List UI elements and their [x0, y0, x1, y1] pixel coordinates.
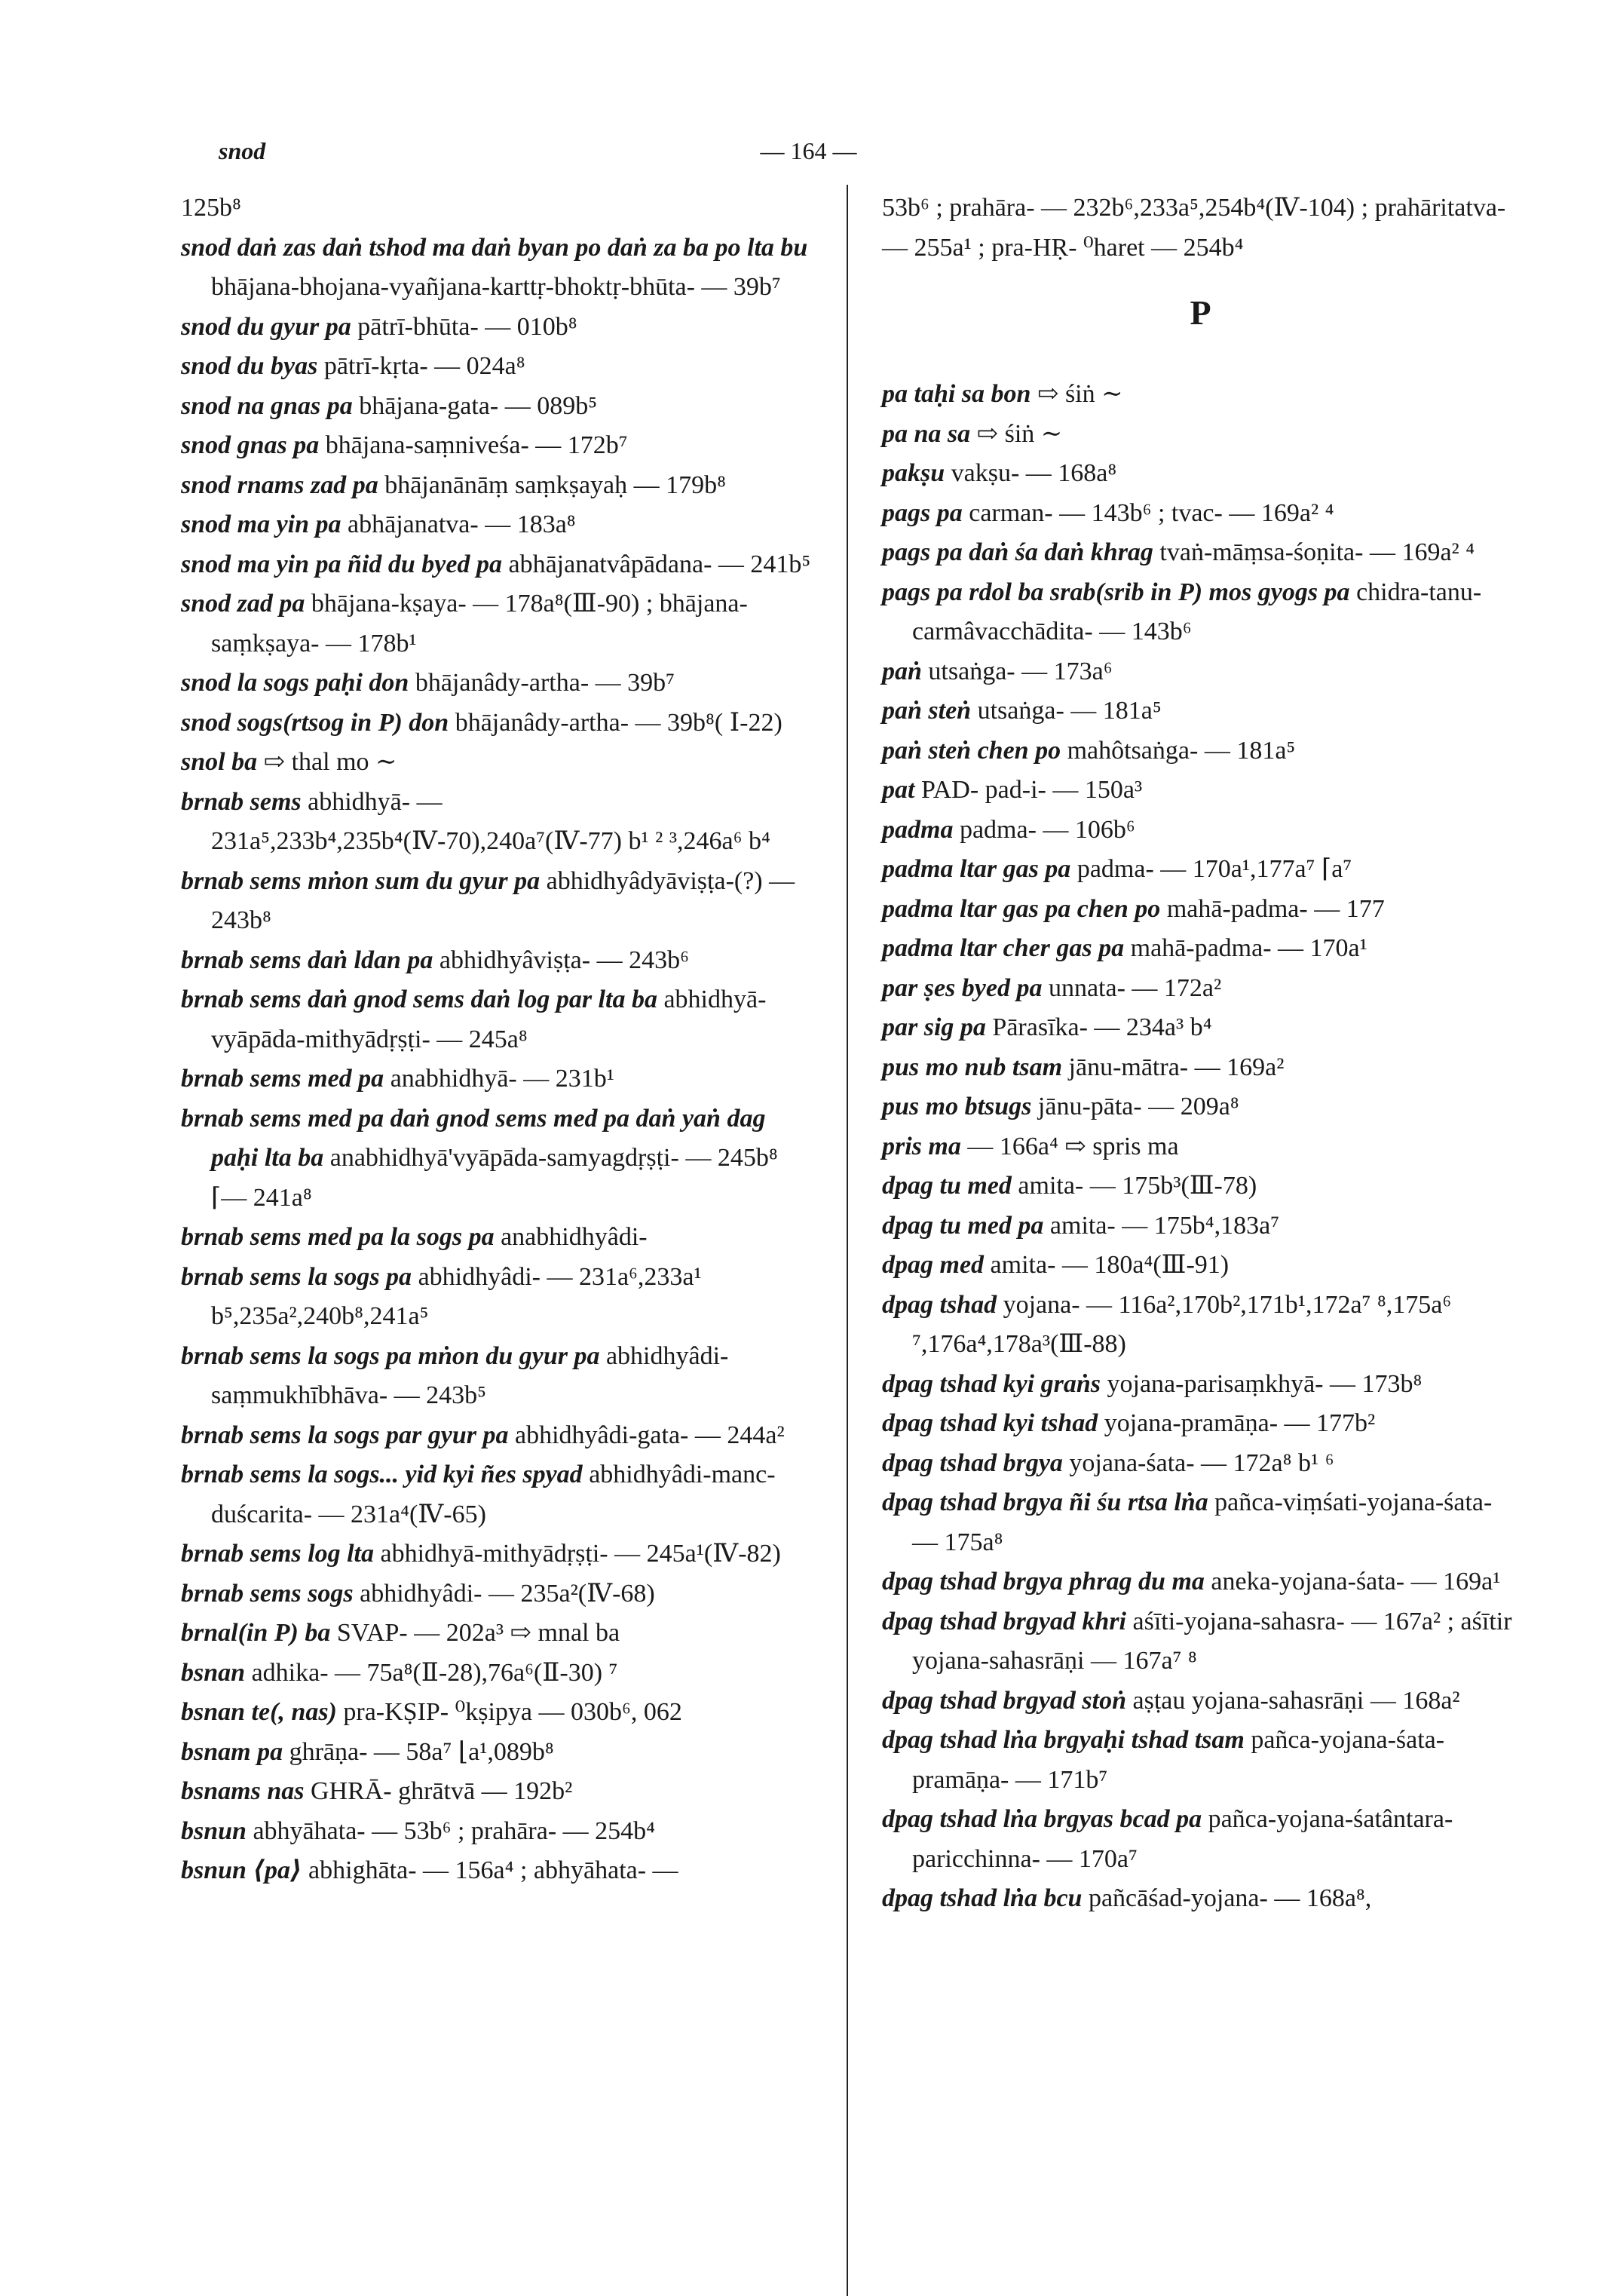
- sanskrit-equivalent: utsaṅga- — 181a⁵: [977, 697, 1162, 725]
- dictionary-entry: [181, 862, 814, 941]
- dictionary-entry: [882, 652, 1519, 692]
- dictionary-entry: [882, 1602, 1519, 1681]
- dictionary-entry: [882, 1800, 1519, 1879]
- sanskrit-equivalent: abhājanatva- — 183a⁸: [348, 510, 576, 538]
- sanskrit-equivalent: ⇨ śiṅ ∼: [1037, 380, 1123, 408]
- sanskrit-equivalent: pra-KṢIP- ⁰kṣipya — 030b⁶, 062: [343, 1698, 682, 1726]
- sanskrit-equivalent: anabhidhyā- — 231b¹: [390, 1065, 614, 1093]
- dictionary-entry: [882, 1365, 1519, 1405]
- sanskrit-equivalent: pañca-yojana-śata-pramāṇa- — 171b⁷: [912, 1726, 1445, 1794]
- sanskrit-equivalent: bhājana-gata- — 089b⁵: [359, 391, 598, 420]
- dictionary-entry: [882, 494, 1519, 534]
- dictionary-entry: [882, 1562, 1519, 1602]
- sanskrit-equivalent: amita- — 175b³(Ⅲ-78): [1018, 1172, 1257, 1200]
- dictionary-entry: [181, 1772, 814, 1812]
- sanskrit-equivalent: — 166a⁴ ⇨ spris ma: [967, 1132, 1179, 1160]
- dictionary-entry: [181, 1218, 814, 1258]
- tibetan-headword: par ṣes byed pa: [882, 973, 1043, 1002]
- dictionary-entry: [882, 533, 1519, 573]
- tibetan-headword: padma: [882, 815, 954, 844]
- sanskrit-equivalent: abhidhyâdi-gata- — 244a²: [515, 1421, 785, 1449]
- dictionary-entry: [882, 771, 1519, 811]
- tibetan-headword: par sig pa: [882, 1013, 986, 1041]
- sanskrit-equivalent: ghrāṇa- — 58a⁷ ⌊a¹,089b⁸: [289, 1737, 554, 1766]
- tibetan-headword: dpag tshad brgya ñi śu rtsa lṅa: [882, 1488, 1208, 1516]
- dictionary-entry: [882, 1404, 1519, 1444]
- tibetan-headword: brnab sems daṅ gnod sems daṅ log par lta ba: [181, 986, 657, 1013]
- sanskrit-equivalent: carman- — 143b⁶ ; tvac- — 169a² ⁴: [969, 498, 1334, 527]
- tibetan-headword: brnab sems log lta: [181, 1540, 374, 1568]
- tibetan-headword: brnab sems mṅon sum du gyur pa: [181, 866, 541, 895]
- tibetan-headword: brnab sems la sogs pa mṅon du gyur pa: [181, 1341, 600, 1370]
- dictionary-entry: [181, 1455, 814, 1534]
- sanskrit-equivalent: aṣṭau yojana-sahasrāṇi — 168a²: [1132, 1686, 1460, 1715]
- dictionary-entry: [181, 1812, 814, 1852]
- dictionary-entry: [882, 1008, 1519, 1048]
- tibetan-headword: brnab sems daṅ ldan pa: [181, 946, 433, 974]
- dictionary-entry: [181, 426, 814, 466]
- sanskrit-equivalent: ⇨ śiṅ ∼: [976, 419, 1063, 448]
- tibetan-headword: pakṣu: [882, 459, 945, 487]
- sanskrit-equivalent: pañcāśad-yojana- — 168a⁸,: [1088, 1884, 1372, 1912]
- dictionary-entry: [181, 189, 814, 228]
- dictionary-entry: [181, 1693, 814, 1733]
- dictionary-entry: [181, 1574, 814, 1614]
- sanskrit-equivalent: bhājanâdy-artha- — 39b⁸( Ⅰ-22): [455, 708, 782, 737]
- dictionary-entry: [882, 1483, 1519, 1562]
- tibetan-headword: pags pa daṅ śa daṅ khrag: [882, 538, 1153, 566]
- sanskrit-equivalent: bhājana-kṣaya- — 178a⁸(Ⅲ-90) ; bhājana-saṃkṣaya- — 178b¹: [211, 590, 748, 658]
- sanskrit-equivalent: pātrī-bhūta- — 010b⁸: [357, 312, 577, 341]
- sanskrit-equivalent: pañca-viṃśati-yojana-śata- — 175a⁸: [912, 1488, 1493, 1556]
- running-head: [0, 137, 1617, 175]
- sanskrit-equivalent: abhidhyā-mithyādṛṣṭi- — 245a¹(Ⅳ-82): [380, 1540, 781, 1568]
- dictionary-entry: [181, 1337, 814, 1416]
- tibetan-headword: brnab sems med pa: [181, 1065, 384, 1093]
- tibetan-headword: brnab sems la sogs pa: [181, 1262, 412, 1291]
- tibetan-headword: pa taḥi sa bon: [882, 380, 1031, 408]
- tibetan-headword: bsnams nas: [181, 1777, 305, 1805]
- dictionary-entry: [181, 941, 814, 981]
- dictionary-entry: [882, 1721, 1519, 1800]
- sanskrit-equivalent: ⇨ thal mo ∼: [263, 748, 397, 776]
- dictionary-entry: [181, 980, 814, 1059]
- sanskrit-equivalent: 53b⁶ ; prahāra- — 232b⁶,233a⁵,254b⁴(Ⅳ-104) ; prahāritatva- — 255a¹ ; pra-HṚ- ⁰haret — 254b⁴: [882, 194, 1506, 262]
- page-number: — 164 —: [760, 137, 857, 164]
- tibetan-headword: bsnan te(, nas): [181, 1698, 337, 1726]
- tibetan-headword: dpag tshad lṅa brgyaḥi tshad tsam: [882, 1726, 1245, 1754]
- sanskrit-equivalent: mahā-padma- — 177: [1166, 894, 1385, 923]
- sanskrit-equivalent: Pārasīka- — 234a³ b⁴: [992, 1013, 1212, 1041]
- sanskrit-equivalent: jānu-mātra- — 169a²: [1068, 1053, 1285, 1081]
- tibetan-headword: snod rnams zad pa: [181, 471, 378, 499]
- tibetan-headword: snod na gnas pa: [181, 391, 353, 420]
- tibetan-headword: bsnun: [181, 1816, 247, 1845]
- sanskrit-equivalent: abhidhyâdi- — 235a²(Ⅳ-68): [360, 1579, 655, 1608]
- tibetan-headword: snod du gyur pa: [181, 312, 351, 341]
- tibetan-headword: snod zad pa: [181, 590, 305, 618]
- tibetan-headword: snod ma yin pa ñid du byed pa: [181, 550, 502, 578]
- sanskrit-equivalent: abhidhyâdi-saṃmukhībhāva- — 243b⁵: [211, 1341, 729, 1409]
- sanskrit-equivalent: pañca-yojana-śatântara-paricchinna- — 170a⁷: [912, 1805, 1453, 1873]
- dictionary-entry: [882, 890, 1519, 930]
- sanskrit-equivalent: amita- — 175b⁴,183a⁷: [1049, 1211, 1280, 1240]
- dictionary-entry: [882, 691, 1519, 731]
- dictionary-entry: [181, 1654, 814, 1694]
- sanskrit-equivalent: yojana-śata- — 172a⁸ b¹ ⁶: [1069, 1448, 1334, 1477]
- sanskrit-equivalent: abhidhyâdi-manc-duścarita- — 231a⁴(Ⅳ-65): [211, 1461, 776, 1528]
- sanskrit-equivalent: aśīti-yojana-sahasra- — 167a² ; aśītir yojana-sahasrāṇi — 167a⁷ ⁸: [912, 1607, 1512, 1675]
- section-letter: P: [1190, 293, 1211, 332]
- tibetan-headword: pags pa: [882, 498, 963, 527]
- tibetan-headword: bsnan: [181, 1658, 246, 1687]
- tibetan-headword: dpag tshad lṅa bcu: [882, 1884, 1083, 1912]
- sanskrit-equivalent: yojana-parisaṃkhyā- — 173b⁸: [1107, 1369, 1423, 1398]
- tibetan-headword: pa na sa: [882, 419, 971, 448]
- dictionary-entry: [882, 811, 1519, 851]
- tibetan-headword: pus mo nub tsam: [882, 1053, 1063, 1081]
- sanskrit-equivalent: abhidhyā- — 231a⁵,233b⁴,235b⁴(Ⅳ-70),240a⁷(Ⅳ-77) b¹ ² ³,246a⁶ b⁴: [211, 787, 770, 855]
- dictionary-entry: [181, 1614, 814, 1654]
- sanskrit-equivalent: vakṣu- — 168a⁸: [951, 459, 1117, 487]
- dictionary-entry: [882, 1206, 1519, 1246]
- tibetan-headword: dpag tshad lṅa brgyas bcad pa: [882, 1805, 1202, 1833]
- sanskrit-equivalent: aneka-yojana-śata- — 169a¹: [1211, 1568, 1501, 1596]
- dictionary-entry: [181, 584, 814, 664]
- dictionary-entry: [181, 1416, 814, 1456]
- tibetan-headword: snod ma yin pa: [181, 510, 341, 538]
- dictionary-entry: [882, 573, 1519, 652]
- sanskrit-equivalent: abhighāta- — 156a⁴ ; abhyāhata- —: [308, 1856, 678, 1884]
- dictionary-entry: [181, 1733, 814, 1773]
- right-column: [882, 189, 1519, 1919]
- tibetan-headword: snod la sogs paḥi don: [181, 669, 409, 697]
- dictionary-entry: [882, 1087, 1519, 1127]
- tibetan-headword: dpag tu med: [882, 1172, 1012, 1200]
- sanskrit-equivalent: yojana-pramāṇa- — 177b²: [1104, 1409, 1376, 1437]
- dictionary-entry: [882, 850, 1519, 890]
- sanskrit-equivalent: abhidhyâdyāviṣṭa-(?) — 243b⁸: [211, 866, 795, 934]
- sanskrit-equivalent: abhidhyā-vyāpāda-mithyādṛṣṭi- — 245a⁸: [211, 986, 767, 1053]
- dictionary-entry: [882, 929, 1519, 969]
- column-divider: [847, 185, 848, 2296]
- tibetan-headword: snol ba: [181, 748, 258, 776]
- dictionary-entry: [181, 1059, 814, 1099]
- sanskrit-equivalent: 125b⁸: [181, 194, 241, 222]
- tibetan-headword: bsnun ⟨pa⟩: [181, 1856, 302, 1884]
- tibetan-headword: snod sogs(rtsog in P) don: [181, 708, 449, 737]
- dictionary-entry: [882, 731, 1519, 771]
- sanskrit-equivalent: adhika- — 75a⁸(Ⅱ-28),76a⁶(Ⅱ-30) ⁷: [251, 1658, 618, 1687]
- dictionary-entry: [181, 308, 814, 348]
- sanskrit-equivalent: unnata- — 172a²: [1048, 973, 1222, 1002]
- sanskrit-equivalent: anabhidhyā'vyāpāda-samyagdṛṣṭi- — 245b⁸ ⌈— 241a⁸: [211, 1144, 778, 1212]
- tibetan-headword: dpag tshad brgya phrag du ma: [882, 1568, 1205, 1596]
- tibetan-headword: brnab sems la sogs... yid kyi ñes spyad: [181, 1461, 583, 1488]
- dictionary-entry: [882, 1127, 1519, 1167]
- dictionary-entry: [882, 189, 1519, 268]
- tibetan-headword: snod du byas: [181, 352, 318, 380]
- sanskrit-equivalent: pātrī-kṛta- — 024a⁸: [323, 352, 525, 380]
- dictionary-entry: [181, 228, 814, 308]
- left-column: [181, 189, 814, 1891]
- tibetan-headword: brnab sems med pa daṅ gnod sems med pa daṅ yaṅ dag paḥi lta ba: [181, 1104, 766, 1172]
- tibetan-headword: dpag tshad brgyad khri: [882, 1607, 1126, 1635]
- dictionary-entry: [882, 1246, 1519, 1286]
- sanskrit-equivalent: GHRĀ- ghrātvā — 192b²: [310, 1777, 573, 1805]
- dictionary-entry: [181, 783, 814, 862]
- tibetan-headword: brnab sems: [181, 787, 302, 816]
- tibetan-headword: dpag tshad kyi graṅs: [882, 1369, 1101, 1398]
- sanskrit-equivalent: SVAP- — 202a³ ⇨ mnal ba: [336, 1619, 620, 1647]
- sanskrit-equivalent: bhājana-bhojana-vyañjana-karttṛ-bhoktṛ-bhūta- — 39b⁷: [211, 273, 781, 301]
- dictionary-entry: [181, 1851, 814, 1891]
- tibetan-headword: paṅ: [882, 657, 922, 685]
- dictionary-entry: [882, 1879, 1519, 1919]
- tibetan-headword: padma ltar gas pa: [882, 855, 1071, 883]
- tibetan-headword: padma ltar gas pa chen po: [882, 894, 1161, 923]
- tibetan-headword: pus mo btsugs: [882, 1093, 1032, 1120]
- tibetan-headword: snod daṅ zas daṅ tshod ma daṅ byan po daṅ za ba po lta bu: [181, 233, 808, 262]
- tibetan-headword: padma ltar cher gas pa: [882, 934, 1125, 962]
- dictionary-entry: [181, 664, 814, 704]
- dictionary-entry: [181, 347, 814, 387]
- tibetan-headword: dpag tu med pa: [882, 1211, 1044, 1240]
- tibetan-headword: pris ma: [882, 1132, 961, 1160]
- sanskrit-equivalent: amita- — 180a⁴(Ⅲ-91): [990, 1251, 1230, 1279]
- tibetan-headword: pags pa rdol ba srab(srib in P) mos gyogs pa: [882, 578, 1350, 606]
- sanskrit-equivalent: abhyāhata- — 53b⁶ ; prahāra- — 254b⁴: [253, 1816, 655, 1845]
- tibetan-headword: brnab sems med pa la sogs pa: [181, 1223, 495, 1251]
- sanskrit-equivalent: bhājana-saṃniveśa- — 172b⁷: [325, 431, 628, 459]
- dictionary-entry: [882, 1166, 1519, 1206]
- sanskrit-equivalent: PAD- pad-i- — 150a³: [920, 776, 1143, 804]
- dictionary-entry: [181, 1258, 814, 1337]
- dictionary-entry: [882, 1286, 1519, 1365]
- dictionary-entry: [882, 375, 1519, 415]
- tibetan-headword: brnab sems la sogs par gyur pa: [181, 1421, 509, 1449]
- running-headword: snod: [219, 137, 266, 164]
- sanskrit-equivalent: bhājanānāṃ saṃkṣayaḥ — 179b⁸: [384, 471, 726, 499]
- sanskrit-equivalent: mahôtsaṅga- — 181a⁵: [1067, 736, 1296, 765]
- dictionary-entry: [181, 545, 814, 585]
- sanskrit-equivalent: abhidhyâdi- — 231a⁶,233a¹ b⁵,235a²,240b⁸,241a⁵: [211, 1262, 702, 1330]
- tibetan-headword: dpag tshad: [882, 1290, 997, 1319]
- dictionary-entry: [181, 387, 814, 427]
- dictionary-entry: [882, 1048, 1519, 1088]
- dictionary-entry: [882, 454, 1519, 494]
- dictionary-entry: [181, 466, 814, 506]
- sanskrit-equivalent: abhājanatvâpādana- — 241b⁵: [508, 550, 811, 578]
- dictionary-entry: [181, 505, 814, 545]
- tibetan-headword: paṅ steṅ chen po: [882, 736, 1061, 765]
- dictionary-entry: [882, 1444, 1519, 1484]
- sanskrit-equivalent: yojana- — 116a²,170b²,171b¹,172a⁷ ⁸,175a⁶ ⁷,176a⁴,178a³(Ⅲ-88): [912, 1290, 1452, 1358]
- tibetan-headword: paṅ steṅ: [882, 697, 972, 725]
- tibetan-headword: brnal(in P) ba: [181, 1619, 331, 1647]
- sanskrit-equivalent: jānu-pāta- — 209a⁸: [1037, 1093, 1239, 1120]
- sanskrit-equivalent: utsaṅga- — 173a⁶: [928, 657, 1113, 685]
- sanskrit-equivalent: chidra-tanu-carmâvacchādita- — 143b⁶: [912, 578, 1482, 645]
- dictionary-entry: [181, 1099, 814, 1219]
- tibetan-headword: dpag tshad brgya: [882, 1448, 1063, 1477]
- tibetan-headword: dpag tshad kyi tshad: [882, 1409, 1098, 1437]
- dictionary-entry: [882, 415, 1519, 455]
- sanskrit-equivalent: padma- — 170a¹,177a⁷ ⌈a⁷: [1076, 855, 1352, 883]
- sanskrit-equivalent: padma- — 106b⁶: [959, 815, 1135, 844]
- tibetan-headword: dpag tshad brgyad stoṅ: [882, 1686, 1126, 1715]
- tibetan-headword: pat: [882, 776, 915, 804]
- dictionary-entry: [882, 969, 1519, 1009]
- sanskrit-equivalent: mahā-padma- — 170a¹: [1130, 934, 1367, 962]
- sanskrit-equivalent: abhidhyâviṣṭa- — 243b⁶: [439, 946, 689, 974]
- dictionary-entry: [181, 704, 814, 743]
- dictionary-entry: [181, 743, 814, 783]
- right-column-entries: [882, 375, 1519, 1919]
- dictionary-entry: [882, 1681, 1519, 1721]
- sanskrit-equivalent: bhājanâdy-artha- — 39b⁷: [415, 669, 675, 697]
- tibetan-headword: brnab sems sogs: [181, 1579, 354, 1608]
- right-column-continuation: [882, 189, 1519, 268]
- tibetan-headword: snod gnas pa: [181, 431, 320, 459]
- sanskrit-equivalent: anabhidhyâdi-: [501, 1223, 648, 1251]
- tibetan-headword: dpag med: [882, 1251, 985, 1279]
- tibetan-headword: bsnam pa: [181, 1737, 283, 1766]
- dictionary-entry: [181, 1534, 814, 1574]
- sanskrit-equivalent: tvaṅ-māṃsa-śoṇita- — 169a² ⁴: [1159, 538, 1475, 566]
